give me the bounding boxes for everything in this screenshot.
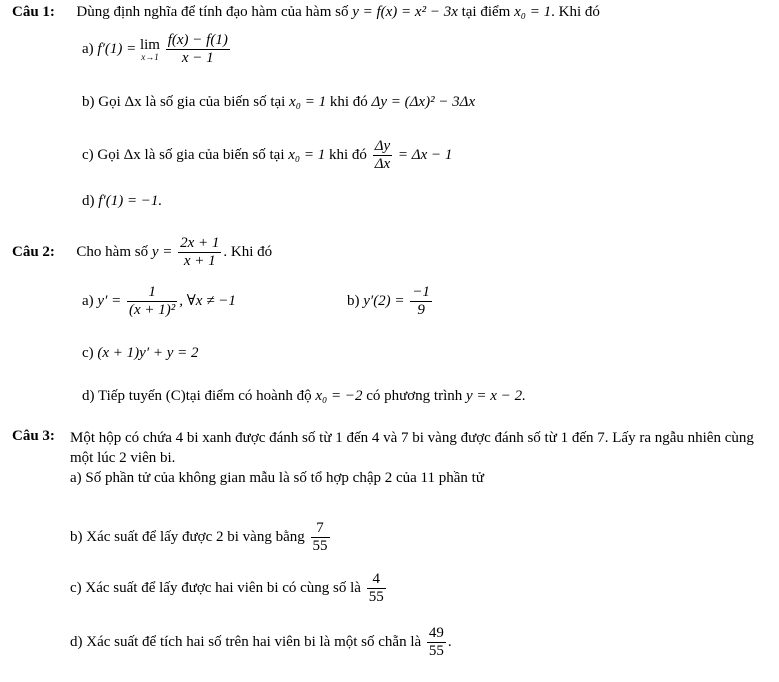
q3-b-numerator: 7: [311, 520, 330, 538]
q3-option-b: [70, 520, 332, 556]
q1-b-text: Gọi Δx là số gia của biến số tại: [98, 94, 286, 110]
q2-label: Câu 2:: [12, 244, 55, 261]
q3-c-denominator: 55: [368, 589, 384, 606]
q1-point: x₀ = 1: [514, 4, 552, 20]
q3-d-denominator: 55: [428, 643, 444, 660]
q2-option-d: [82, 388, 526, 405]
q1-c-denominator: Δx: [374, 156, 391, 173]
q1-stem: Dùng định nghĩa để tính đạo hàm của hàm số: [76, 4, 349, 20]
q2-func-denominator: x + 1: [183, 253, 216, 270]
q1-c-fraction: [373, 138, 392, 174]
q1-function: y = f(x) = x² − 3x: [352, 4, 458, 20]
q2-option-c: [82, 345, 199, 362]
q3-d-fraction: [427, 625, 446, 661]
q1-c-numerator: Δy: [373, 138, 392, 156]
q2-d-label: d): [82, 388, 95, 404]
q2-b-denominator: 9: [417, 302, 425, 319]
q1-option-c: [82, 138, 452, 174]
q1-b-point: x₀ = 1: [289, 94, 327, 110]
q2-d-equation: y = x − 2.: [466, 388, 526, 404]
q2-d-text1: Tiếp tuyến (C)tại điểm có hoành độ: [97, 388, 312, 404]
q3-c-fraction: [367, 571, 386, 607]
q3-option-a: a) Số phần tử của không gian mẫu là số tổ hợp chập 2 của 11 phần tử: [70, 470, 484, 486]
q1-c-label: c): [82, 147, 94, 164]
q1-option-d: [82, 193, 162, 210]
q2-a-fraction: [127, 284, 177, 320]
q2-a-condition: , ∀x ≠ −1: [179, 293, 236, 310]
q3-c-text: c) Xác suất để lấy được hai viên bi có cùng số là: [70, 580, 361, 597]
q2-stem-line: [12, 235, 272, 271]
q2-option-b: [347, 284, 434, 320]
q1-c-rhs: = Δx − 1: [397, 147, 453, 164]
q3-label-wrap: [12, 428, 55, 445]
q2-stem: Cho hàm số: [76, 244, 149, 261]
q1-b-formula: Δy = (Δx)² − 3Δx: [371, 94, 476, 110]
q1-c-point: x₀ = 1: [288, 147, 326, 164]
q2-a-lhs: y′ =: [97, 293, 122, 310]
q1-mid: tại điểm: [461, 4, 511, 20]
q1-b-label: b): [82, 94, 95, 110]
q3-option-d: [70, 625, 452, 661]
q3-d-tail: .: [447, 634, 452, 651]
q1-c-mid: khi đó: [329, 147, 367, 164]
q2-function-fraction: [178, 235, 221, 271]
q2-a-denominator: (x + 1)²: [128, 302, 176, 319]
q3-b-text: b) Xác suất để lấy được 2 bi vàng bằng: [70, 529, 305, 546]
q1-d-formula: f′(1) = −1.: [98, 193, 163, 209]
q2-option-a: [82, 284, 236, 320]
q1-b-mid: khi đó: [329, 94, 368, 110]
q2-c-label: c): [82, 345, 94, 361]
q1-a-lim-word: lim: [139, 36, 160, 53]
q1-stem-line: [12, 4, 600, 21]
q3-d-numerator: 49: [427, 625, 446, 643]
q1-d-label: d): [82, 193, 95, 209]
q3-stem: Một hộp có chứa 4 bi xanh được đánh số từ 1 đến 4 và 7 bi vàng được đánh số từ 1 đến 7. Lấy ra ngẫu nhiên cùng một lúc 2 viên bi.: [70, 430, 754, 466]
q1-c-text: Gọi Δx là số gia của biến số tại: [97, 147, 285, 164]
q1-option-a: [82, 32, 232, 68]
q3-label: Câu 3:: [12, 428, 55, 444]
q3-option-c: [70, 571, 388, 607]
q1-a-lim-sub: x→1: [141, 51, 159, 62]
q3-b-fraction: [311, 520, 330, 556]
q1-a-lhs: f′(1) =: [97, 41, 137, 58]
q1-a-fraction: [166, 32, 230, 68]
q3-c-numerator: 4: [367, 571, 386, 589]
q2-b-label: b): [347, 293, 360, 310]
q2-func-numerator: 2x + 1: [178, 235, 221, 253]
q2-d-text2: có phương trình: [366, 388, 463, 404]
q1-a-numerator: f(x) − f(1): [166, 32, 230, 50]
q2-d-point: x₀ = −2: [315, 388, 363, 404]
q1-option-b: [82, 94, 475, 111]
q1-label: Câu 1:: [12, 4, 55, 20]
q2-b-numerator: −1: [410, 284, 432, 302]
q3-d-text: d) Xác suất để tích hai số trên hai viên bi là một số chẵn là: [70, 634, 422, 651]
q2-b-lhs: y′(2) =: [363, 293, 405, 310]
q3-b-denominator: 55: [312, 538, 328, 555]
q2-a-numerator: 1: [127, 284, 177, 302]
q2-y-eq: y =: [151, 244, 173, 261]
q1-a-denominator: x − 1: [181, 50, 214, 67]
q1-a-limit: [140, 38, 160, 62]
q2-c-formula: (x + 1)y′ + y = 2: [97, 345, 199, 361]
q1-a-label: a): [82, 41, 94, 58]
q1-tail: . Khi đó: [551, 4, 600, 20]
q2-tail: . Khi đó: [223, 244, 273, 261]
q2-a-label: a): [82, 293, 94, 310]
q2-b-fraction: [410, 284, 432, 320]
